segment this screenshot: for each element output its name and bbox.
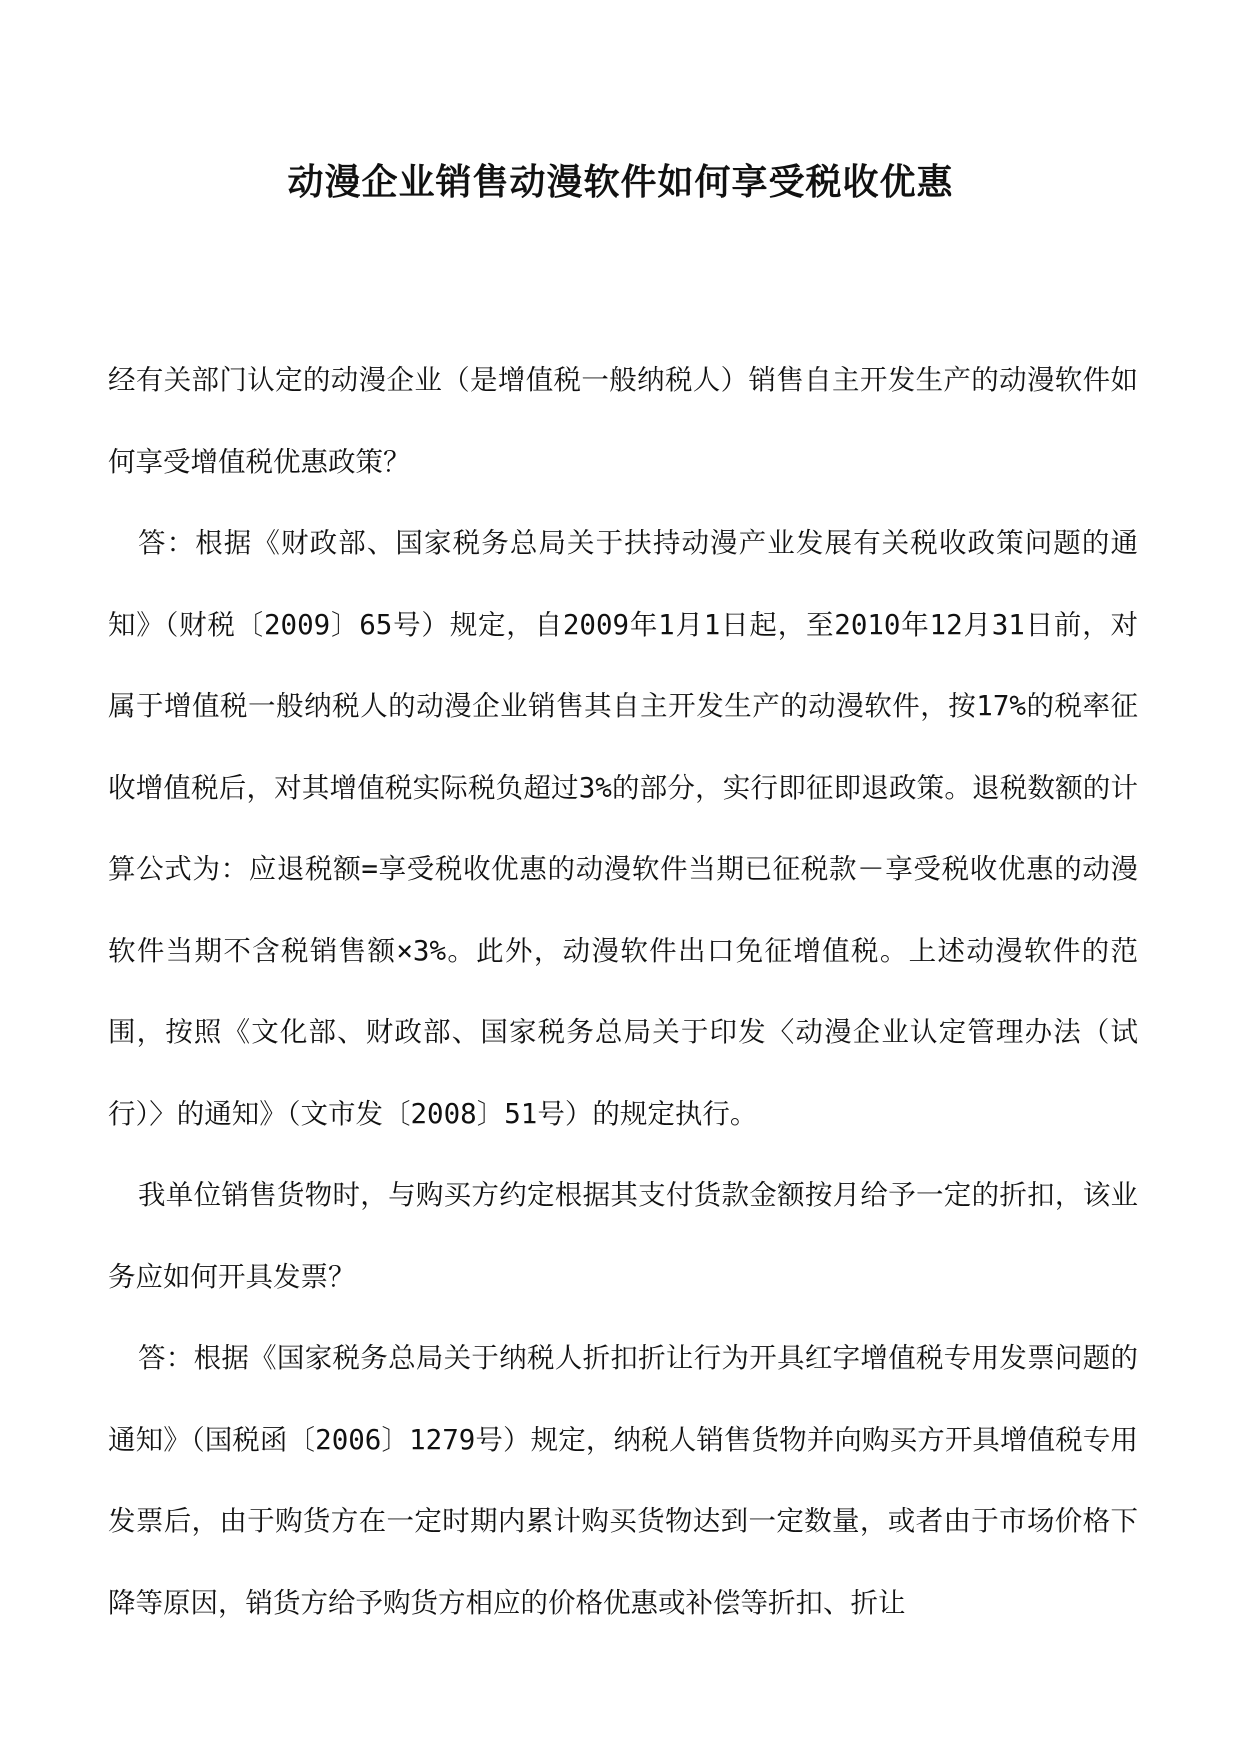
answer-paragraph-1: 答：根据《财政部、国家税务总局关于扶持动漫产业发展有关税收政策问题的通知》（财税〔2009〕65号）规定，自2009年1月1日起，至2010年12月31日前，对属于增值税一般纳税人的动漫企业销售其自主开发生产的动漫软件，按17%的税率征收增值税后，对其增值税实际税负超过3%的部分，实行即征即退政策。退税数额的计算公式为：应退税额=享受税收优惠的动漫软件当期已征税款－享受税收优惠的动漫软件当期不含税销售额×3%。此外，动漫软件出口免征增值税。上述动漫软件的范围，按照《文化部、财政部、国家税务总局关于印发〈动漫企业认定管理办法（试行）〉的通知》（文市发〔2008〕51号）的规定执行。 [108, 527, 1138, 1130]
document-body [108, 340, 1138, 1644]
question-paragraph-1: 经有关部门认定的动漫企业（是增值税一般纳税人）销售自主开发生产的动漫软件如何享受增值税优惠政策？ [108, 364, 1138, 478]
document-title: 动漫企业销售动漫软件如何享受税收优惠 [287, 161, 954, 203]
answer-paragraph-2: 答：根据《国家税务总局关于纳税人折扣折让行为开具红字增值税专用发票问题的通知》（国税函〔2006〕1279号）规定，纳税人销售货物并向购买方开具增值税专用发票后，由于购货方在一定时期内累计购买货物达到一定数量，或者由于市场价格下降等原因，销货方给予购货方相应的价格优惠或补偿等折扣、折让 [108, 1342, 1138, 1619]
question-paragraph-2: 我单位销售货物时，与购买方约定根据其支付货款金额按月给予一定的折扣，该业务应如何开具发票？ [108, 1179, 1138, 1293]
